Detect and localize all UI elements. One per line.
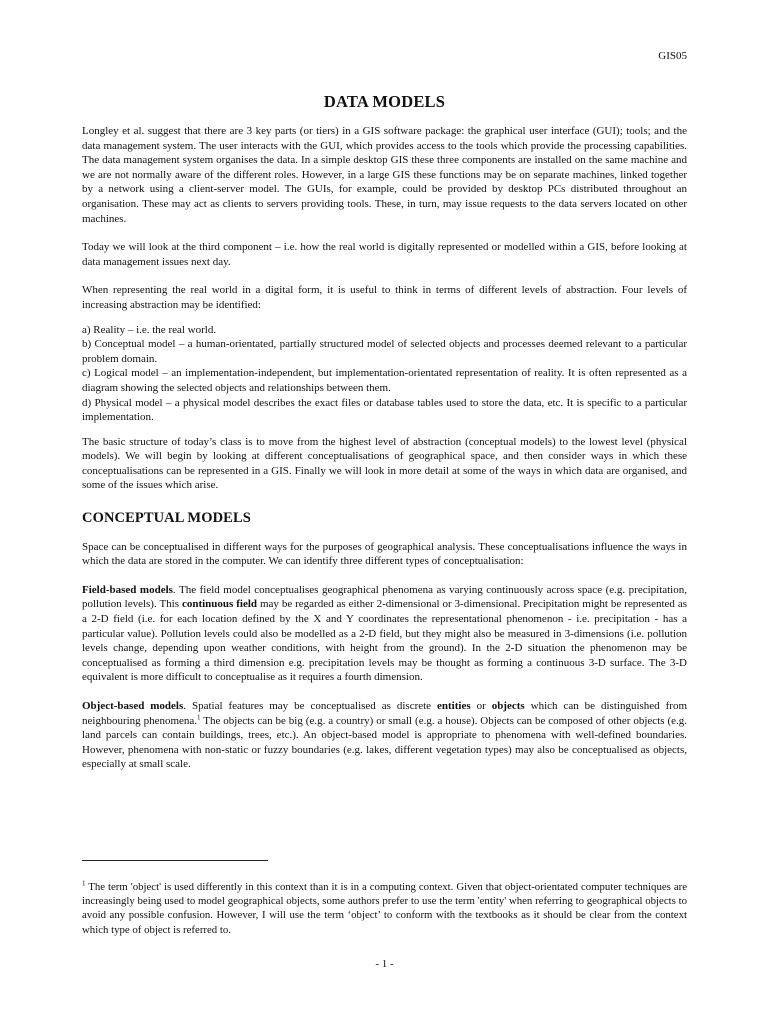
intro-paragraph-1: Longley et al. suggest that there are 3 key parts (or tiers) in a GIS software package: the graphical user interface (GUI); tools; and the data management system. The user interacts with the GUI, which provides access to the tools which provide the processing capabilities. The data management system organises the data. In a simple desktop GIS these three components are installed on the same machine and we are not normally aware of the different roles. However, in a large GIS these functions may be on separate machines, linked together by a network using a client-server model. The GUIs, for example, could be provided by desktop PCs distributed throughout an organisation. These may act as clients to servers providing tools. These, in turn, may issue requests to the data servers located on other machines. <box>82 125 687 225</box>
object-models-or: or <box>470 700 492 712</box>
abstraction-levels-list <box>82 323 687 425</box>
object-models-text-b: which can be distinguished from neighbouring phenomena. <box>82 700 687 727</box>
objects-term: objects <box>491 700 525 712</box>
object-models-paragraph <box>82 699 687 772</box>
abstraction-level-item: b) Conceptual model – a human-orientated, partially structured model of selected objects and processes deemed relevant to a particular problem domain. <box>82 338 687 365</box>
field-models-text-b: may be regarded as either 2-dimensional or 3-dimensional. Precipitation might be represented as a 2-D field (i.e. for each location defined by the X and Y coordinates the representational phenomenon - i.e. precipitation - has a particular value). Pollution levels could also be modelled as a 2-D field, but they might also be measured in 3-dimensions (i.e. pollution levels change, depending upon weather conditions, with height from the ground). In the 2-D situation the phenomenon may be conceptualised as forming a third dimension e.g. precipitation levels may be thought as forming a continuous 3-D surface. The 3-D equivalent is more difficult to conceptualise as it requires a fourth dimension. <box>82 598 687 684</box>
object-models-text-a: . Spatial features may be conceptualised as discrete <box>183 700 438 712</box>
document-page <box>82 0 687 1024</box>
page-title: DATA MODELS <box>323 92 446 111</box>
continuous-field-term: continuous field <box>181 598 258 611</box>
intro-paragraph-4: The basic structure of today’s class is to move from the highest level of abstraction (conceptual models) to the lowest level (physical models). We will begin by looking at different conceptualisations of geographical space, and then consider ways in which these conceptualisations can be represented in a GIS. Finally we will look in more detail at some of the ways in which data are organised, and some of the issues which arise. <box>82 435 687 492</box>
intro-paragraph-2: Today we will look at the third component – i.e. how the real world is digitally represented or modelled within a GIS, before looking at data management issues next day. <box>82 241 687 268</box>
abstraction-level-item: a) Reality – i.e. the real world. <box>82 323 217 336</box>
field-models-paragraph <box>82 583 687 685</box>
object-models-label: Object-based models <box>82 700 184 712</box>
abstraction-level-item: d) Physical model – a physical model describes the exact files or database tables used to store the data, etc. It is specific to a particular implementation. <box>82 396 687 424</box>
page-number: - 1 - <box>375 958 394 970</box>
intro-paragraph-3: When representing the real world in a digital form, it is useful to think in terms of different levels of abstraction. Four levels of increasing abstraction may be identified: <box>82 284 687 311</box>
footnote-divider <box>82 860 268 861</box>
running-header: GIS05 <box>658 50 687 62</box>
field-models-label: Field-based models <box>82 583 173 596</box>
entities-term: entities <box>437 700 471 712</box>
footnote-reference[interactable]: 1 <box>197 712 201 721</box>
object-models-text-c: The objects can be big (e.g. a country) or small (e.g. a house). Objects can be composed of other objects (e.g. land parcels can contain buildings, trees, etc.). An object-based model is appropriate to phenomena with well-defined boundaries. However, phenomena with non-static or fuzzy boundaries (e.g. lakes, different vegetation types) may also be conceptualised as objects, especially at small scale. <box>82 714 687 771</box>
footnote-text: The term 'object' is used differently in this context than it is in a computing context. Given that object-orientated computer techniques are increasingly being used to model geographical objects, some authors prefer to use the term 'entity' when referring to geographical objects to avoid any possible confusion. However, I will use the term ‘object’ to conform with the textbooks as it should be clear from the context which type of object is referred to. <box>82 881 687 936</box>
field-models-text-a: . The field model conceptualises geographical phenomena as varying continuously across space (e.g. precipitation, pollution levels). This <box>82 583 687 611</box>
section-heading: CONCEPTUAL MODELS <box>82 510 251 527</box>
section-paragraph-1: Space can be conceptualised in different ways for the purposes of geographical analysis. These conceptualisations influence the ways in which the data are stored in the computer. We can identify three different types of conceptualisation: <box>82 540 687 568</box>
abstraction-level-item: c) Logical model – an implementation-independent, but implementation-orientated representation of reality. It is often represented as a diagram showing the selected objects and relationships between them. <box>82 367 687 394</box>
document-body <box>82 124 687 772</box>
footnote <box>82 880 687 937</box>
footnote-marker: 1 <box>82 879 86 888</box>
